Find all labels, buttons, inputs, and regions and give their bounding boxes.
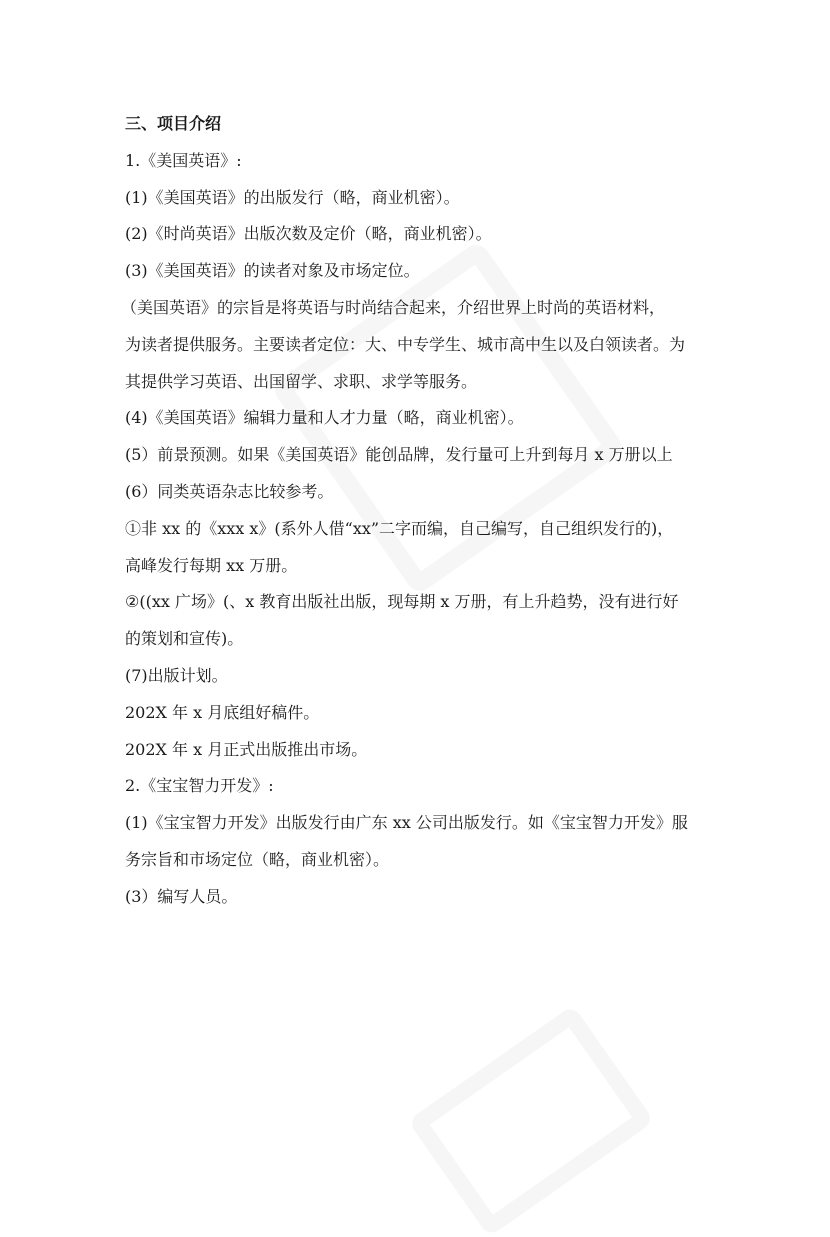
paragraph-line: (3)《美国英语》的读者对象及市场定位。 — [125, 261, 420, 281]
paragraph-line: 其提供学习英语、出国留学、求职、求学等服务。 — [125, 371, 478, 391]
paragraph-line: (1)《美国英语》的出版发行（略，商业机密）。 — [125, 187, 460, 207]
paragraph-line: (4)《美国英语》编辑力量和人才力量（略，商业机密）。 — [125, 408, 524, 428]
watermark-shape-bottom — [408, 1005, 655, 1237]
paragraph-line: (1)《宝宝智力开发》出版发行由广东 xx 公司出版发行。如《宝宝智力开发》服 — [125, 813, 688, 833]
item-title-baby-intelligence: 2.《宝宝智力开发》: — [125, 776, 274, 796]
paragraph-line: 202X 年 x 月正式出版推出市场。 — [125, 739, 368, 759]
section-heading: 三、项目介绍 — [125, 114, 222, 133]
paragraph-line: ①非 xx 的《xxx x》(系外人借“xx”二字而编，自己编写，自己组织发行的)， — [125, 518, 674, 538]
item-title-american-english: 1.《美国英语》: — [125, 150, 242, 170]
paragraph-line: (5）前景预测。如果《美国英语》能创品牌，发行量可上升到每月 x 万册以上 — [125, 445, 673, 465]
document-body — [121, 106, 725, 916]
paragraph-line: (3）编写人员。 — [125, 886, 238, 906]
paragraph-line: 202X 年 x 月底组好稿件。 — [125, 702, 320, 722]
paragraph-line: (6）同类英语杂志比较参考。 — [125, 481, 334, 501]
paragraph-line: （美国英语》的宗旨是将英语与时尚结合起来，介绍世界上时尚的英语材料， — [121, 297, 666, 317]
paragraph-line: 高峰发行每期 xx 万册。 — [125, 555, 298, 575]
paragraph-line: 务宗旨和市场定位（略，商业机密）。 — [125, 849, 390, 869]
paragraph-line: ②((xx 广场》(、x 教育出版社出版，现每期 x 万册，有上升趋势，没有进行好 — [125, 592, 679, 612]
paragraph-line: 为读者提供服务。主要读者定位：大、中专学生、城市高中生以及白领读者。为 — [125, 334, 686, 354]
paragraph-line: (2)《时尚英语》出版次数及定价（略，商业机密）。 — [125, 224, 492, 244]
paragraph-line: (7)出版计划。 — [125, 665, 228, 685]
paragraph-line: 的策划和宣传)。 — [125, 629, 244, 649]
